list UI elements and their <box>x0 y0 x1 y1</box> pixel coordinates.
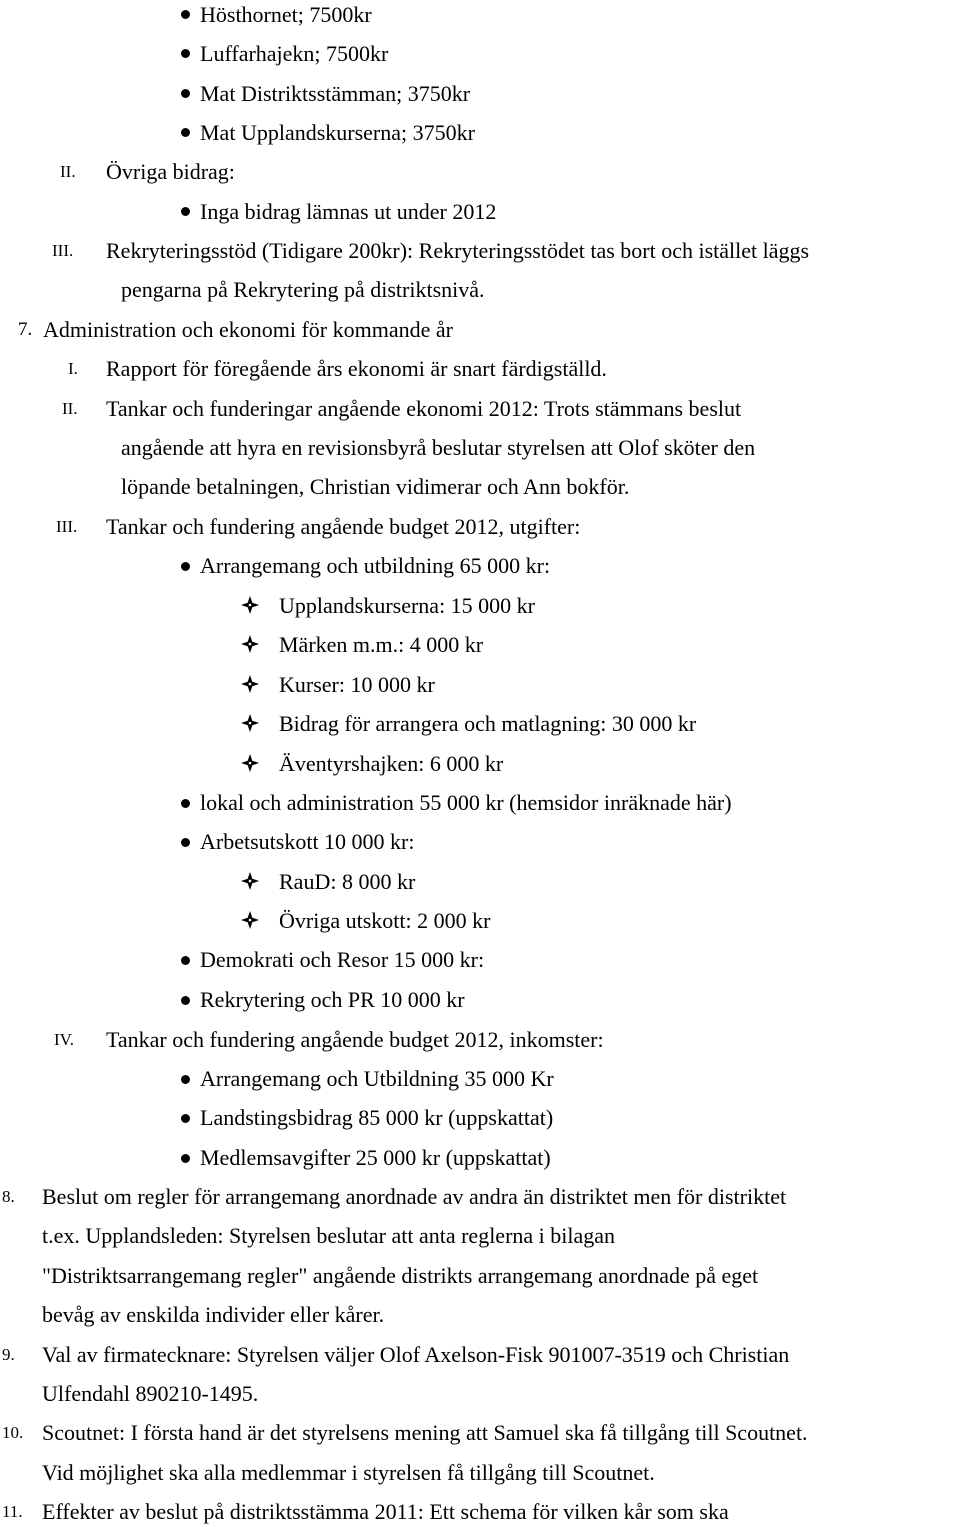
section-number: 10. <box>2 1423 24 1442</box>
list-item: Märken m.m.: 4 000 kr <box>279 632 484 657</box>
section-number: 11. <box>2 1502 23 1521</box>
bullet-dot <box>181 207 190 216</box>
diamond-bullet-icon <box>240 871 260 891</box>
paragraph-line: t.ex. Upplandsleden: Styrelsen beslutar att anta reglerna i bilagan <box>42 1223 616 1248</box>
paragraph-line: Rekryteringsstöd (Tidigare 200kr): Rekryteringsstödet tas bort och istället läggs <box>106 238 810 263</box>
list-item: Äventyrshajken: 6 000 kr <box>279 751 504 776</box>
paragraph-line: Vid möjlighet ska alla medlemmar i styrelsen få tillgång till Scoutnet. <box>42 1460 655 1485</box>
list-item: Bidrag för arrangera och matlagning: 30 000 kr <box>279 711 697 736</box>
list-item: Arrangemang och utbildning 65 000 kr: <box>200 553 551 578</box>
diamond-bullet-icon <box>240 595 260 615</box>
section-heading: Administration och ekonomi för kommande år <box>43 317 453 342</box>
roman-marker: II. <box>62 399 78 418</box>
bullet-dot <box>181 1114 190 1123</box>
diamond-bullet-icon <box>240 674 260 694</box>
list-item: Kurser: 10 000 kr <box>279 672 435 697</box>
bullet-dot <box>181 956 190 965</box>
list-item: RauD: 8 000 kr <box>279 869 416 894</box>
section-number: 7. <box>18 319 33 340</box>
list-item: Luffarhajekn; 7500kr <box>200 41 389 66</box>
list-item: lokal och administration 55 000 kr (hemsidor inräknade här) <box>200 790 732 815</box>
paragraph-line: Tankar och fundering angående budget 2012, utgifter: <box>106 514 581 539</box>
list-item: Demokrati och Resor 15 000 kr: <box>200 947 485 972</box>
paragraph-line: Tankar och funderingar angående ekonomi 2012: Trots stämmans beslut <box>106 396 742 421</box>
list-item: Upplandskurserna: 15 000 kr <box>279 593 536 618</box>
bullet-dot <box>181 89 190 98</box>
section-number: 8. <box>2 1187 15 1206</box>
roman-marker: I. <box>68 359 78 378</box>
bullet-dot <box>181 838 190 847</box>
list-item: Hösthornet; 7500kr <box>200 2 372 27</box>
list-item: Landstingsbidrag 85 000 kr (uppskattat) <box>200 1105 554 1130</box>
paragraph-line: Beslut om regler för arrangemang anordnade av andra än distriktet men för distriktet <box>42 1184 787 1209</box>
diamond-bullet-icon <box>240 713 260 733</box>
paragraph-line: Ulfendahl 890210-1495. <box>42 1381 259 1406</box>
roman-marker: II. <box>60 162 76 181</box>
list-item: Arbetsutskott 10 000 kr: <box>200 829 415 854</box>
roman-marker: III. <box>56 517 78 536</box>
paragraph-line: "Distriktsarrangemang regler" angående distrikts arrangemang anordnade på eget <box>42 1263 759 1288</box>
list-item: Mat Upplandskurserna; 3750kr <box>200 120 475 145</box>
list-item: Inga bidrag lämnas ut under 2012 <box>200 199 497 224</box>
paragraph-line: angående att hyra en revisionsbyrå beslutar styrelsen att Olof sköter den <box>121 435 756 460</box>
diamond-bullet-icon <box>240 753 260 773</box>
subsection-heading: Övriga bidrag: <box>106 159 235 184</box>
list-item: Övriga utskott: 2 000 kr <box>279 908 491 933</box>
paragraph-line: löpande betalningen, Christian vidimerar och Ann bokför. <box>121 474 630 499</box>
diamond-bullet-icon <box>240 910 260 930</box>
bullet-dot <box>181 1154 190 1163</box>
list-item: Rekrytering och PR 10 000 kr <box>200 987 465 1012</box>
paragraph-line: Val av firmatecknare: Styrelsen väljer Olof Axelson-Fisk 901007-3519 och Christian <box>42 1342 790 1367</box>
roman-marker: IV. <box>54 1030 74 1049</box>
list-item: Arrangemang och Utbildning 35 000 Kr <box>200 1066 554 1091</box>
bullet-dot <box>181 10 190 19</box>
list-item: Mat Distriktsstämman; 3750kr <box>200 81 471 106</box>
bullet-dot <box>181 49 190 58</box>
roman-marker: III. <box>52 241 74 260</box>
paragraph-line: bevåg av enskilda individer eller kårer. <box>42 1302 385 1327</box>
paragraph-line: Scoutnet: I första hand är det styrelsens mening att Samuel ska få tillgång till Scoutnet. <box>42 1420 808 1445</box>
list-item: Medlemsavgifter 25 000 kr (uppskattat) <box>200 1145 551 1170</box>
paragraph-line: Effekter av beslut på distriktsstämma 2011: Ett schema för vilken kår som ska <box>42 1499 729 1524</box>
paragraph-line: Tankar och fundering angående budget 2012, inkomster: <box>106 1027 604 1052</box>
bullet-dot <box>181 1075 190 1084</box>
bullet-dot <box>181 128 190 137</box>
bullet-dot <box>181 996 190 1005</box>
bullet-dot <box>181 562 190 571</box>
diamond-bullet-icon <box>240 634 260 654</box>
paragraph-line: Rapport för föregående års ekonomi är snart färdigställd. <box>106 356 607 381</box>
bullet-dot <box>181 799 190 808</box>
paragraph-line: pengarna på Rekrytering på distriktsnivå. <box>121 277 485 302</box>
section-number: 9. <box>2 1345 15 1364</box>
